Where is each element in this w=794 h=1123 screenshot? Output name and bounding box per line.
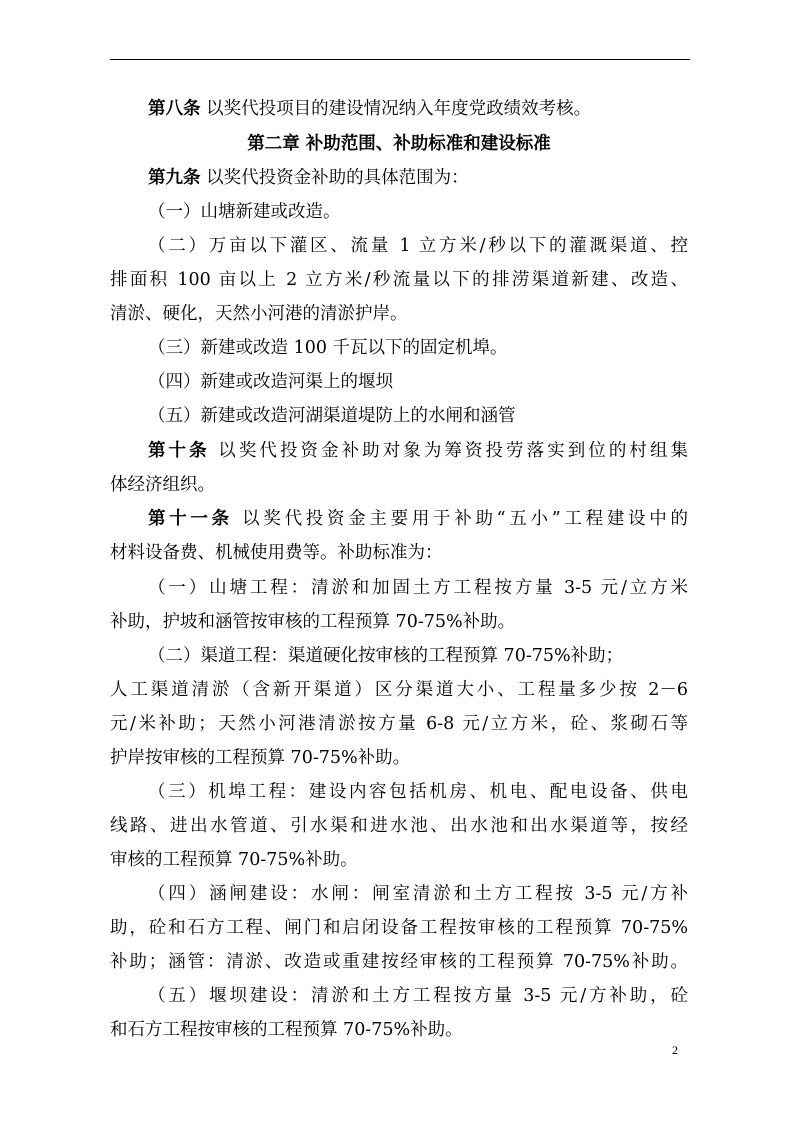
list-item: （二）万亩以下灌区、流量 1 立方米/秒以下的灌溉渠道、控: [148, 236, 688, 256]
list-item: （五）新建或改造河湖渠道堤防上的水闸和涵管: [148, 406, 516, 426]
list-item: （一）山塘新建或改造。: [148, 202, 341, 222]
list-item: 元/米补助；天然小河港清淤按方量 6-8 元/立方米，砼、浆砌石等: [110, 714, 688, 734]
list-item: 补助；涵管：清淤、改造或重建按经审核的工程预算 70-75%补助。: [110, 952, 688, 972]
list-item: （三）新建或改造 100 千瓦以下的固定机埠。: [148, 338, 508, 358]
article-9-text: 以奖代投资金补助的具体范围为：: [206, 168, 469, 188]
list-item: 人工渠道清淤（含新开渠道）区分渠道大小、工程量多少按 2－6: [110, 680, 688, 700]
list-item: （三）机埠工程：建设内容包括机房、机电、配电设备、供电: [148, 782, 688, 802]
page-number: 2: [672, 1043, 678, 1057]
header-rule: [110, 59, 690, 60]
list-item: （五）堰坝建设：清淤和土方工程按方量 3-5 元/方补助，砼: [148, 986, 688, 1006]
list-item: （一）山塘工程：清淤和加固土方工程按方量 3-5 元/立方米: [148, 578, 688, 598]
list-item: 线路、进出水管道、引水渠和进水池、出水池和出水渠道等，按经: [110, 816, 688, 836]
article-10-head: 第十条: [148, 441, 210, 461]
list-item: 补助，护坡和涵管按审核的工程预算 70-75%补助。: [110, 612, 516, 632]
article-10-text: 以奖代投资金补助对象为筹资投劳落实到位的村组集: [218, 441, 688, 461]
article-8: [148, 95, 688, 123]
list-item: （四）涵闸建设：水闸：闸室清淤和土方工程按 3-5 元/方补: [148, 884, 688, 904]
article-10-cont: 体经济组织。: [110, 475, 215, 495]
article-11-head: 第十一条: [148, 509, 233, 529]
list-item: 和石方工程按审核的工程预算 70-75%补助。: [110, 1020, 463, 1040]
article-8-head: 第八条: [148, 99, 201, 119]
list-item: 审核的工程预算 70-75%补助。: [110, 850, 358, 870]
article-8-text: 以奖代投项目的建设情况纳入年度党政绩效考核。: [206, 99, 592, 119]
chapter-2-title: 第二章 补助范围、补助标准和建设标准: [247, 134, 551, 154]
list-item: 清淤、硬化，天然小河港的清淤护岸。: [110, 304, 408, 324]
article-11-cont: 材料设备费、机械使用费等。补助标准为：: [110, 543, 443, 563]
article-10: [148, 437, 688, 465]
article-11: [148, 505, 688, 533]
article-9-head: 第九条: [148, 168, 201, 188]
list-item: （四）新建或改造河渠上的堰坝: [148, 372, 393, 392]
list-item: 助，砼和石方工程、闸门和启闭设备工程按审核的工程预算 70-75%: [110, 918, 688, 938]
list-item: 排面积 100 亩以上 2 立方米/秒流量以下的排涝渠道新建、改造、: [110, 270, 688, 290]
article-9: [148, 164, 688, 192]
list-item: （二）渠道工程：渠道硬化按审核的工程预算 70-75%补助；: [148, 646, 624, 666]
list-item: 护岸按审核的工程预算 70-75%补助。: [110, 748, 411, 768]
article-11-text: 以奖代投资金主要用于补助“五小”工程建设中的: [242, 509, 688, 529]
